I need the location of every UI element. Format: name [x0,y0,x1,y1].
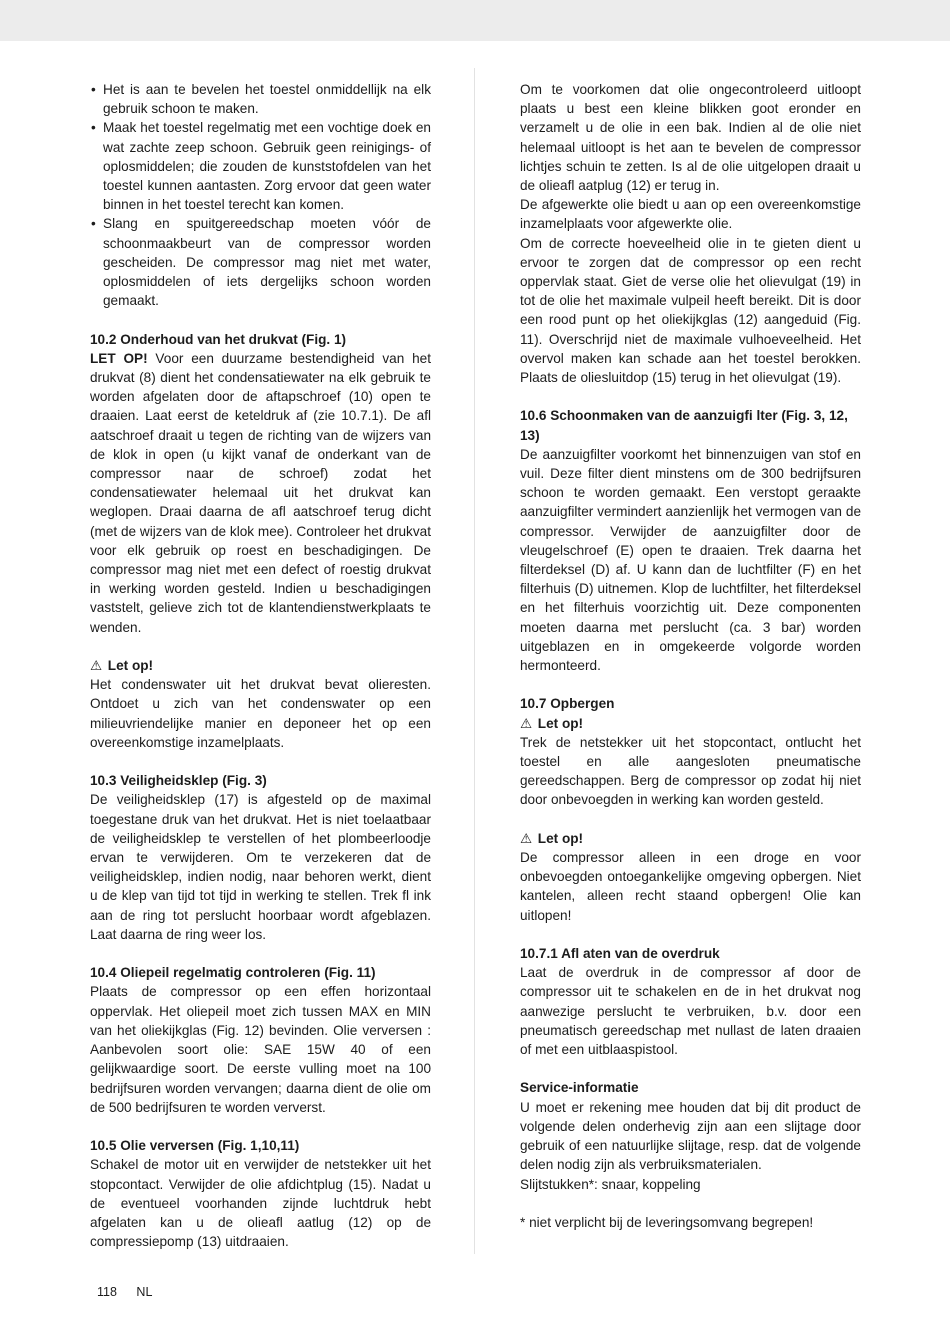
warning-label: Let op! [537,830,584,846]
left-column [90,80,431,1251]
let-op-label: LET OP! [90,350,148,366]
warning-triangle-icon: ⚠ [520,830,533,846]
section-text-10-2 [90,349,431,637]
oil-drain-paragraph: Om te voorkomen dat olie ongecontroleerd uitloopt plaats u best een kleine blikken goot eronder en verzamelt u de olie in een bak. Indien al de olie niet helemaal uitloopt is het aan te bevelen de compressor lichtjes schuin te zetten. Is al de olie uitgelopen draait u de olieafl aatplug (12) er terug in. [520,82,861,194]
section-heading-10-7: 10.7 Opbergen [520,696,615,712]
bullet-item: • Het is aan te bevelen het toestel onmiddellijk na elk gebruik schoon te maken. [90,80,431,118]
top-gray-band [0,0,950,41]
section-text-10-7: Trek de netstekker uit het stopcontact, ontlucht het toestel en alle aangesloten pneumatische gereedschappen. Berg de compressor op zodat hij niet door onbevoegden in werking kan worden gesteld. [520,734,861,808]
section-text-10-4: Plaats de compressor op een effen horizontaal oppervlak. Het oliepeil moet zich tussen MAX en MIN van het oliekijkglas (Fig. 12) bevinden. Olie verversen : Aanbevolen soort olie: SAE 15W 40 of een gelijkwaardige soort. De eerste vulling moet na 100 bedrijfsuren worden vervangen; daarna dient de olie om de 500 bedrijfsuren te worden ververst. [90,984,431,1115]
warning-heading [520,829,861,848]
wear-parts-line: Slijtstukken*: snaar, koppeling [520,1176,701,1192]
warning-label: Let op! [107,658,154,674]
oil-fill-paragraph: Om de correcte hoeveelheid olie in te gieten dient u ervoor te zorgen dat de compressor op een recht oppervlak staat. Giet de verse olie het olievulgat (19) in tot de olie het maximale vulpeil heeft bereikt. Dit is door een rood punt op het oliekijkglas (12) aangeduid (Fig. 11). Overschrijd niet de maximale vulhoeveelheid. Het overvol maken kan schade aan het toestel berokken. Plaats de oliesluitdop (15) terug in het olievulgat (19). [520,235,861,386]
right-column [520,80,861,1232]
bullet-item: • Maak het toestel regelmatig met een vochtige doek en wat zachte zeep schoon. Gebruik geen reinigings- of oplosmiddelen; die zouden de kunststofdelen van het toestel kunnen aantasten. Zorg ervoor dat geen water binnen in het toestel terecht kan komen. [90,118,431,214]
section-text-10-3: De veiligheidsklep (17) is afgesteld op de maximal toegestane druk van het drukvat. Het is niet toelaatbaar de veiligheidsklep te verstellen of het plombeerloodje ervan te verwijderen. Om te verzekeren dat de veiligheidsklep, indien nodig, naar behoren werkt, dient u de klep van tijd tot tijd in werking te stellen. Trek fl ink aan de ring tot perslucht hoorbaar wordt afgeblazen. Laat daarna de ring weer los. [90,792,431,942]
section-heading-10-5: 10.5 Olie verversen (Fig. 1,10,11) [90,1138,300,1154]
warning-triangle-icon: ⚠ [520,715,533,731]
warning-label: Let op! [537,715,584,731]
section-heading-10-4: 10.4 Oliepeil regelmatig controleren (Fig. 11) [90,965,376,981]
page-footer [97,1283,168,1301]
warning-triangle-icon: ⚠ [90,658,103,674]
section-heading-10-2: 10.2 Onderhoud van het drukvat (Fig. 1) [90,331,347,347]
warning-text: Het condenswater uit het drukvat bevat olieresten. Ontdoet u zich van het condenswater op een milieuvriendelijke manier en deponeer het op een overeenkomstige inzamelplaats. [90,677,431,750]
language-code: NL [136,1285,153,1299]
service-info-text: U moet er rekening mee houden dat bij dit product de volgende delen onderhevig zijn aan een slijtage door gebruik of een natuurlijke slijtage, resp. dat de volgende delen nodig zijn als verbruiksmaterialen. [520,1099,861,1173]
section-heading-10-6: 10.6 Schoonmaken van de aanzuigfi lter (Fig. 3, 12, 13) [520,408,848,443]
page-number: 118 [97,1285,117,1299]
section-text-10-7-1: Laat de overdruk in de compressor af door de compressor uit te schakelen en de in het drukvat nog aanwezige perslucht te verbruiken, b.v. door een pneumatisch gereedschap met nullast de laten draaien of met een uitblaaspistool. [520,965,861,1058]
cleaning-bullet-list [90,80,431,310]
section-text-10-6: De aanzuigfilter voorkomt het binnenzuigen van stof en vuil. Deze filter dient minstens om de 300 bedrijfsuren schoon te worden gemaakt. Een verstopt geraakte aanzuigfilter vermindert aanzienlijk het vermogen van de compressor. Verwijder de aanzuigfilter door de vleugelschroef (E) open te draaien. Trek daarna het filterdeksel (D) af. U kann dan de luchtfilter (F) en het filterhuis (D) uitnemen. Klop de luchtfilter, het filterdeksel en het filterhuis voorzichtig uit. Deze componenten moeten daarna met perslucht (ca. 3 bar) worden uitgeblazen en in omgekeerde volgorde worden hermonteerd. [520,446,861,674]
section-body: Voor een duurzame bestendigheid van het drukvat (8) dient het condensatiewater na elk gebruik te worden afgelaten door de aftapschroef (10) open te draaien. Laat eerst de keteldruk af (zie 10.7.1). De afl aatschroef draait u tegen de richting van de wijzers van de klok in open (u kijkt vanaf de onderkant van de compressor naar de schroef) zodat het condensatiewater helemaal uit het drukvat kan weglopen. Draai daarna de afl aatschroef terug dicht (met de wijzers van de klok mee). Controleer het drukvat voor elk gebruik op roest en beschadigingen. De compressor mag niet met een defect of roestig drukvat in werking worden gesteld. Indien u beschadigingen vaststelt, gelieve zich tot de klantendienstwerkplaats te wenden. [90,350,431,635]
warning-text: De compressor alleen in een droge en voor onbevoegden ontoegankelijke omgeving opbergen. Niet kantelen, alleen recht staand opbergen! Olie kan uitlopen! [520,850,861,923]
warning-heading [520,714,861,733]
warning-heading [90,656,431,675]
column-divider [474,68,475,1254]
used-oil-paragraph: De afgewerkte olie biedt u aan op een overeenkomstige inzamelplaats voor afgewerkte olie. [520,197,861,232]
section-heading-10-3: 10.3 Veiligheidsklep (Fig. 3) [90,773,267,789]
section-text-10-5: Schakel de motor uit en verwijder de netstekker uit het stopcontact. Verwijder de olie afdichtplug (15). Nadat u de eventueel voorhanden zijnde luchtdruk hebt afgelaten kan u de olieafl aatlug (12) op de compressiepomp (13) uitdraaien. [90,1157,431,1250]
bullet-item: • Slang en spuitgereedschap moeten vóór de schoonmaakbeurt van de compressor worden gescheiden. De compressor mag niet met water, oplosmiddelen of iets dergelijks schoon worden gemaakt. [90,214,431,310]
footnote: * niet verplicht bij de leveringsomvang begrepen! [520,1214,814,1230]
section-heading-10-7-1: 10.7.1 Afl aten van de overdruk [520,946,720,962]
service-info-heading: Service-informatie [520,1080,639,1096]
